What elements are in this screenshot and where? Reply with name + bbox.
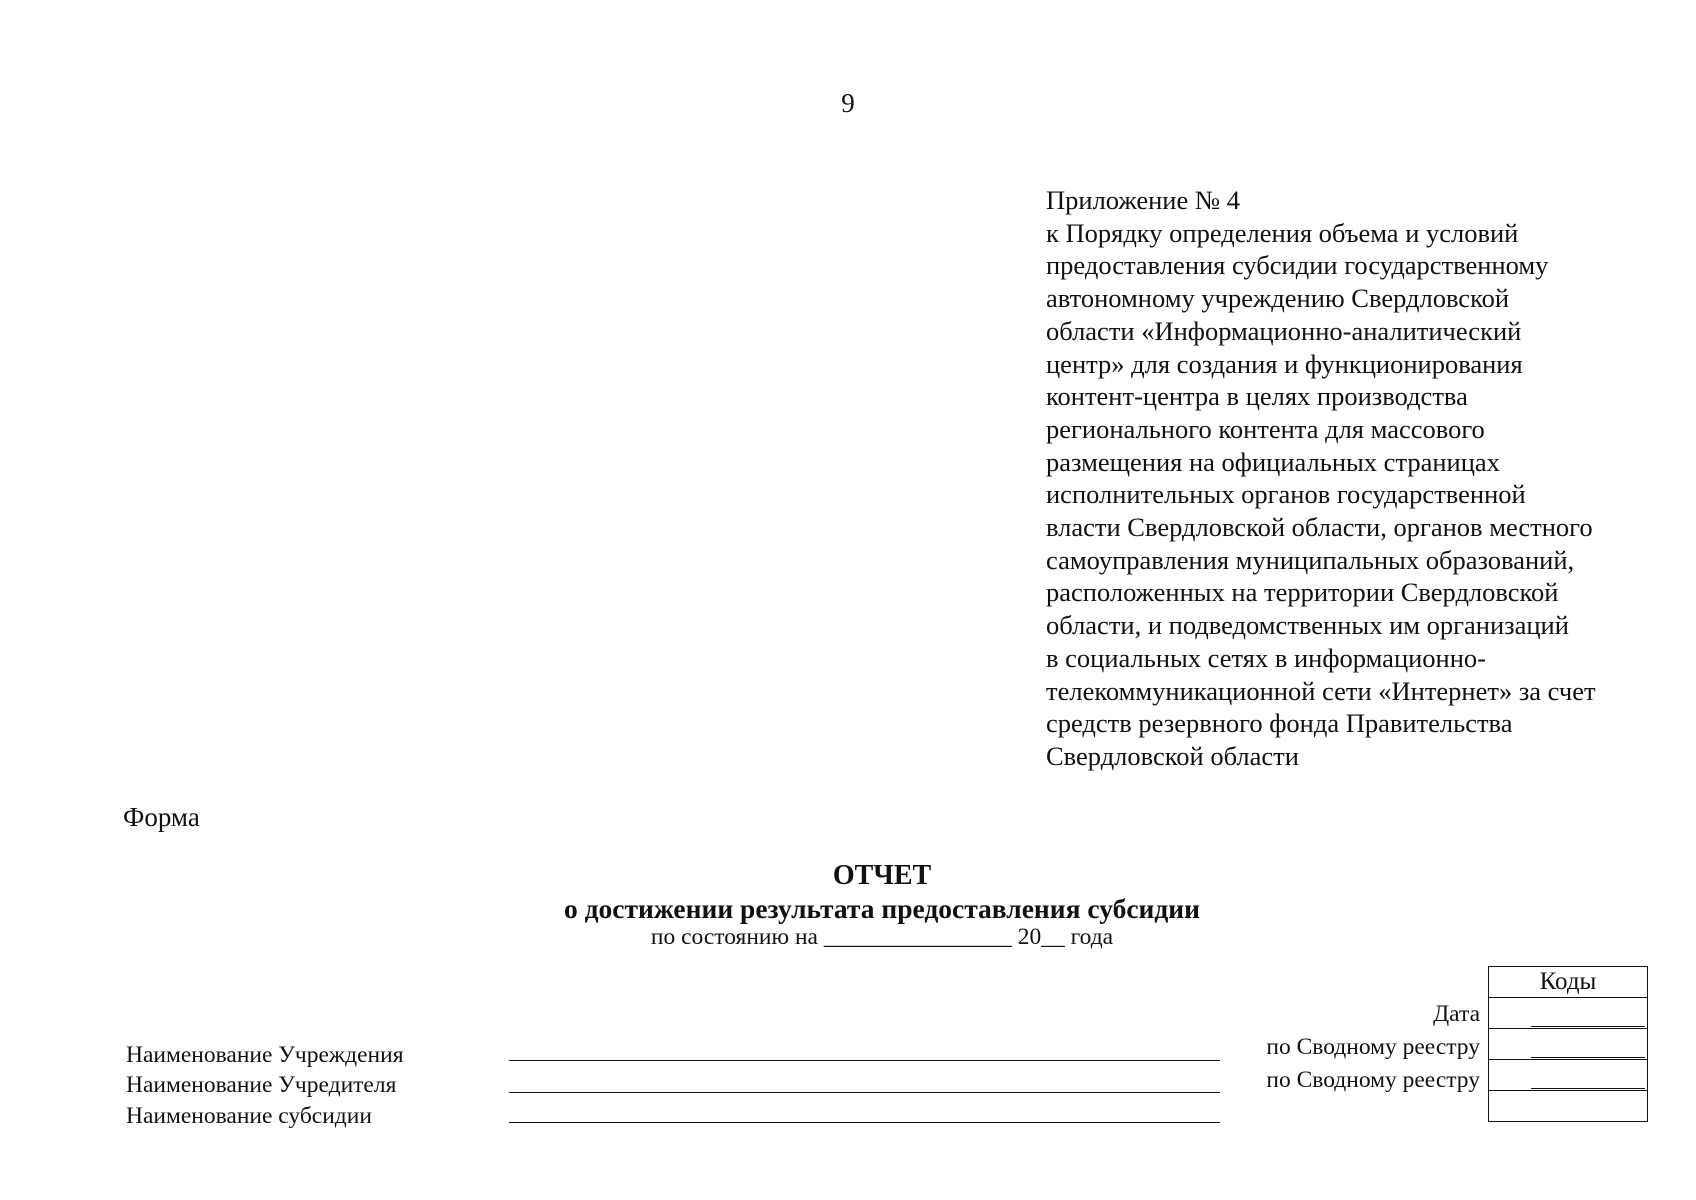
appendix-line: области, и подведомственных им организаций bbox=[1046, 610, 1569, 641]
appendix-line: автономному учреждению Свердловской bbox=[1046, 283, 1510, 314]
field-input-subsidy[interactable] bbox=[509, 1122, 1220, 1123]
appendix-line: телекоммуникационной сети «Интернет» за счет bbox=[1046, 675, 1596, 706]
report-subtitle: о достижении результата предоставления субсидии bbox=[564, 893, 1200, 924]
field-label-institution: Наименование Учреждения bbox=[126, 1042, 404, 1068]
appendix-line: Приложение № 4 bbox=[1046, 185, 1241, 215]
appendix-header bbox=[1046, 184, 1686, 773]
appendix-line: контент-центра в целях производства bbox=[1046, 381, 1468, 412]
appendix-line: размещения на официальных страницах bbox=[1046, 446, 1500, 477]
codes-header: Коды bbox=[1489, 967, 1648, 998]
report-date-line: по состоянию на ________________ 20__ года bbox=[650, 924, 1114, 950]
codes-table bbox=[1488, 966, 1648, 1122]
appendix-line: предоставления субсидии государственному bbox=[1046, 250, 1549, 281]
field-input-institution[interactable] bbox=[509, 1060, 1220, 1061]
code-label-registry: по Сводному реестру bbox=[1266, 1034, 1480, 1060]
page-number: 9 bbox=[841, 88, 855, 118]
appendix-line: исполнительных органов государственной bbox=[1046, 479, 1526, 510]
code-cell-date[interactable] bbox=[1489, 998, 1648, 1029]
appendix-line: в социальных сетях в информационно- bbox=[1046, 642, 1486, 673]
code-cell-empty[interactable] bbox=[1489, 1091, 1648, 1122]
field-label-subsidy: Наименование субсидии bbox=[126, 1103, 372, 1129]
appendix-line: самоуправления муниципальных образований, bbox=[1046, 544, 1575, 575]
form-label: Форма bbox=[123, 802, 200, 832]
code-cell-registry[interactable] bbox=[1489, 1060, 1648, 1091]
appendix-line: средств резервного фонда Правительства bbox=[1046, 708, 1513, 739]
code-cell-registry[interactable] bbox=[1489, 1029, 1648, 1060]
field-label-founder: Наименование Учредителя bbox=[126, 1072, 397, 1098]
appendix-line: к Порядку определения объема и условий bbox=[1046, 217, 1519, 248]
appendix-line: власти Свердловской области, органов местного bbox=[1046, 512, 1593, 543]
appendix-line: области «Информационно-аналитический bbox=[1046, 315, 1522, 346]
field-input-founder[interactable] bbox=[509, 1092, 1220, 1093]
appendix-line: расположенных на территории Свердловской bbox=[1046, 577, 1559, 608]
code-label-registry: по Сводному реестру bbox=[1266, 1067, 1480, 1093]
appendix-line: центр» для создания и функционирования bbox=[1046, 348, 1523, 379]
report-title: ОТЧЕТ bbox=[832, 860, 932, 891]
appendix-line: Свердловской области bbox=[1046, 740, 1299, 771]
code-label-date: Дата bbox=[1433, 1001, 1480, 1027]
appendix-line: регионального контента для массового bbox=[1046, 413, 1485, 444]
